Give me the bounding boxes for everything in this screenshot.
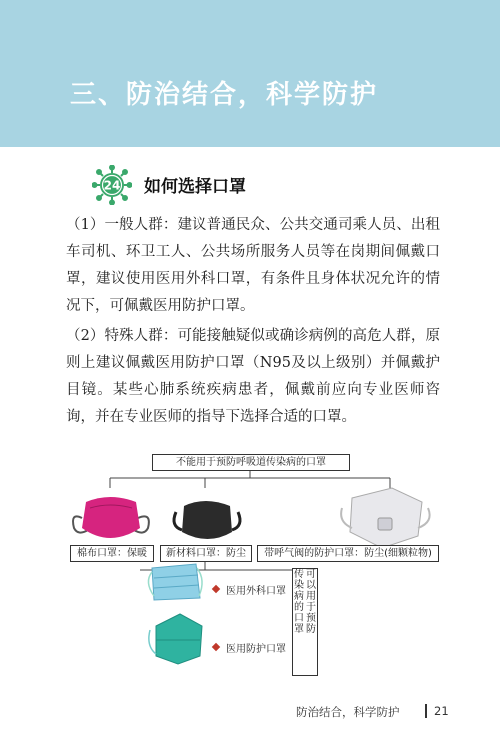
not-for-prevention-caption: 不能用于预防呼吸道传染病的口罩 [152, 454, 350, 471]
section-number: 24 [103, 178, 121, 193]
footer-section-title: 防治结合，科学防护 [296, 705, 400, 719]
paragraph-special: （2）特殊人群：可能接触疑似或确诊病例的高危人群，原则上建议佩戴医用防护口罩（N95及以上级别）并佩戴护目镜。某些心肺系统疾病患者，佩戴前应向专业医师咨询，并在专业医师的指导下选择合适的口罩。 [66, 328, 440, 425]
cotton-mask-caption: 棉布口罩：保暖 [70, 545, 154, 562]
page-number: 21 [434, 704, 449, 718]
black-mask-icon [174, 501, 240, 539]
footer-divider [425, 704, 427, 718]
chapter-title: 三、防治结合，科学防护 [70, 80, 379, 110]
surgical-mask-label: 医用外科口罩 [226, 586, 286, 597]
virus-badge-icon [92, 165, 132, 205]
mask-diagram [60, 450, 440, 680]
surgical-mask-icon [148, 564, 202, 600]
valve-respirator-caption: 带呼气阀的防护口罩：防尘(细颗粒物) [257, 545, 439, 562]
paragraph-general: （1）一般人群：建议普通民众、公共交通司乘人员、出租车司机、环卫工人、公共场所服务人员等在岗期间佩戴口罩，建议使用医用外科口罩，有条件且身体状况允许的情况下，可佩戴医用防护口罩。 [66, 217, 440, 314]
section-heading: 如何选择口罩 [144, 177, 246, 197]
protective-mask-label: 医用防护口罩 [226, 644, 286, 655]
protective-mask-icon [149, 614, 202, 664]
new-material-mask-caption: 新材料口罩：防尘 [160, 545, 252, 562]
valve-respirator-icon [341, 488, 430, 548]
for-prevention-caption: 可以用于预防 传染病的口罩 [292, 568, 318, 676]
cotton-mask-icon [73, 497, 149, 538]
